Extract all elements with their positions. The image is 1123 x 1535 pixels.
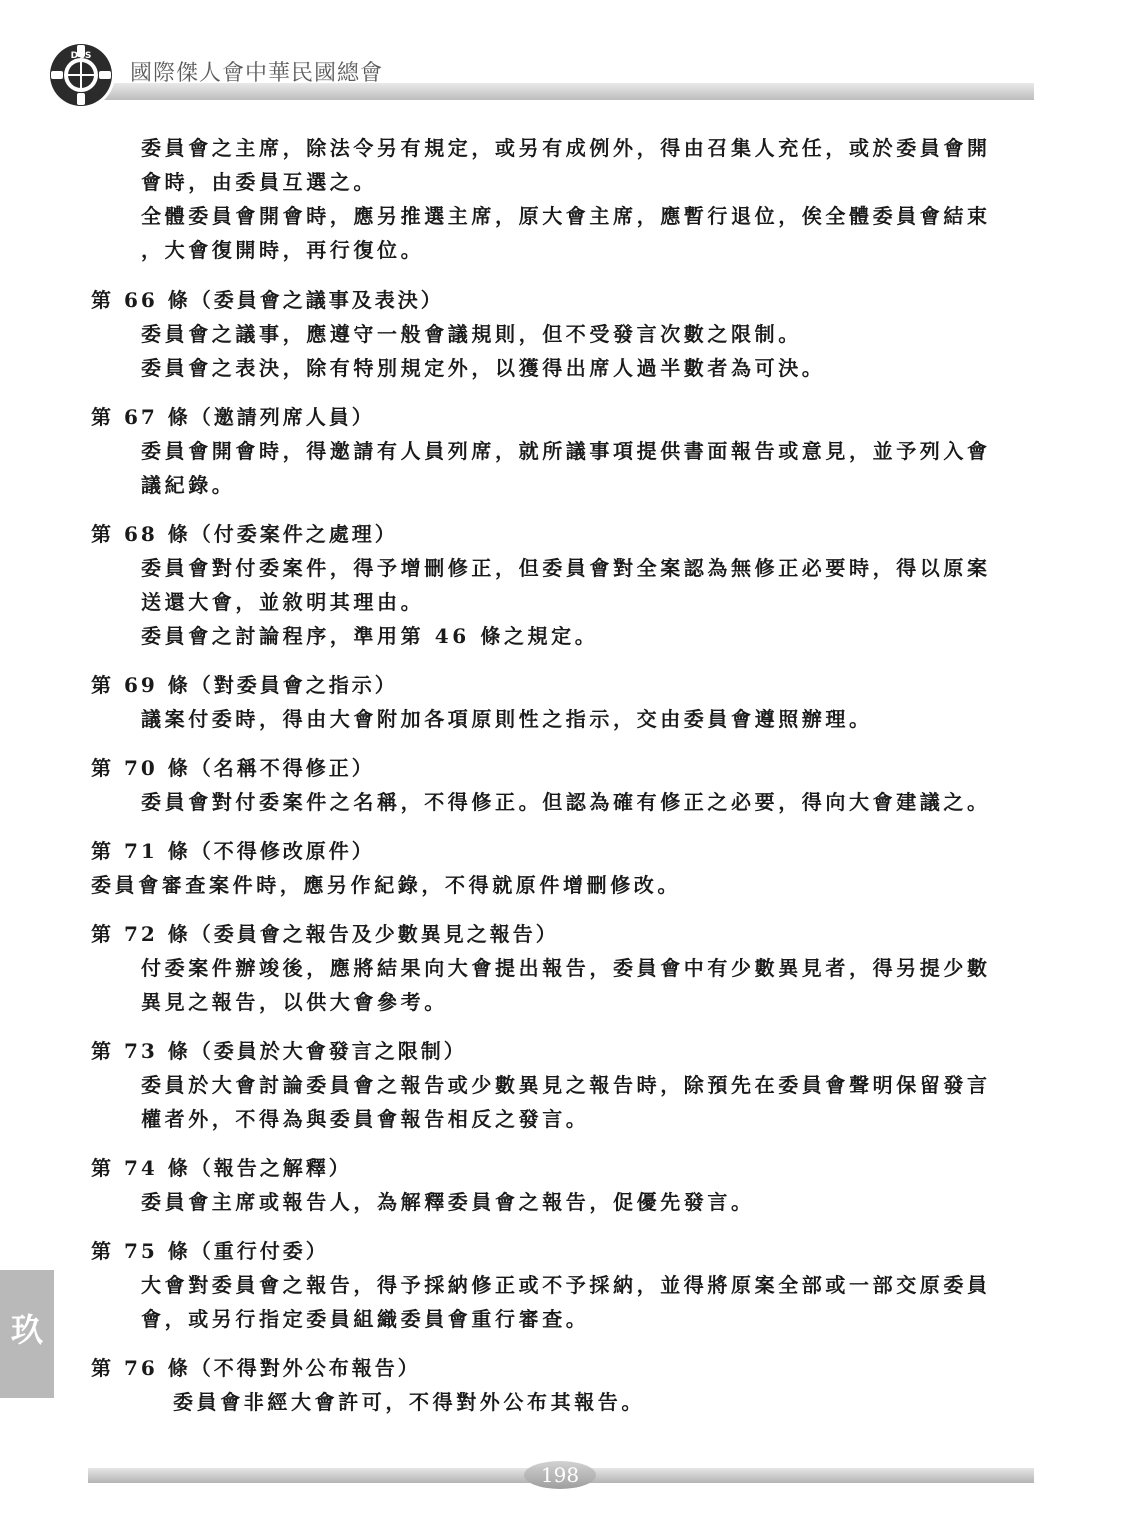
article-heading: 第 66 條（委員會之議事及表決） <box>91 288 444 312</box>
article-heading: 第 74 條（報告之解釋） <box>91 1156 352 1180</box>
paragraph-line: 付委案件辦竣後，應將結果向大會提出報告，委員會中有少數異見者，得另提少數 <box>141 956 991 980</box>
paragraph-line: 委員會主席或報告人，為解釋委員會之報告，促優先發言。 <box>141 1190 755 1214</box>
article-heading: 第 72 條（委員會之報告及少數異見之報告） <box>91 922 559 946</box>
page-header <box>0 0 1123 110</box>
paragraph-line: 委員會之議事，應遵守一般會議規則，但不受發言次數之限制。 <box>141 322 802 346</box>
paragraph-line: 委員會之主席，除法令另有規定，或另有成例外，得由召集人充任，或於委員會開 <box>141 136 991 160</box>
paragraph-line: 委員會審查案件時，應另作紀錄，不得就原件增刪修改。 <box>91 873 681 897</box>
paragraph-line: 委員會對付委案件，得予增刪修正，但委員會對全案認為無修正必要時，得以原案 <box>141 556 991 580</box>
paragraph-line: 委員會開會時，得邀請有人員列席，就所議事項提供書面報告或意見，並予列入會 <box>141 439 991 463</box>
paragraph-line: 委員於大會討論委員會之報告或少數異見之報告時，除預先在委員會聲明保留發言 <box>141 1073 991 1097</box>
article-heading: 第 75 條（重行付委） <box>91 1239 329 1263</box>
paragraph-line: 異見之報告，以供大會參考。 <box>141 990 448 1014</box>
paragraph-line: 委員會非經大會許可，不得對外公布其報告。 <box>173 1390 645 1414</box>
paragraph-line: 委員會之討論程序，準用第 46 條之規定。 <box>141 624 599 648</box>
paragraph-line: 大會對委員會之報告，得予採納修正或不予採納，並得將原案全部或一部交原委員 <box>141 1273 991 1297</box>
paragraph-line: 委員會對付委案件之名稱，不得修正。但認為確有修正之必要，得向大會建議之。 <box>141 790 991 814</box>
article-heading: 第 71 條（不得修改原件） <box>91 839 375 863</box>
logo-text: DCS <box>70 51 92 61</box>
chapter-tab <box>0 1270 54 1398</box>
paragraph-line: 權者外，不得為與委員會報告相反之發言。 <box>141 1107 590 1131</box>
article-heading: 第 73 條（委員於大會發言之限制） <box>91 1039 467 1063</box>
article-heading: 第 67 條（邀請列席人員） <box>91 405 375 429</box>
chapter-tab-label: 玖 <box>10 1311 43 1349</box>
article-heading: 第 69 條（對委員會之指示） <box>91 673 398 697</box>
article-heading: 第 68 條（付委案件之處理） <box>91 522 398 546</box>
organization-logo <box>46 40 116 110</box>
paragraph-line: 會，或另行指定委員組織委員會重行審查。 <box>141 1307 590 1331</box>
paragraph-line: 委員會之表決，除有特別規定外，以獲得出席人過半數者為可決。 <box>141 356 826 380</box>
article-heading: 第 76 條（不得對外公布報告） <box>91 1356 421 1380</box>
organization-name: 國際傑人會中華民國總會 <box>130 61 384 86</box>
paragraph-line: 全體委員會開會時，應另推選主席，原大會主席，應暫行退位，俟全體委員會結束 <box>141 204 991 228</box>
paragraph-line: ，大會復開時，再行復位。 <box>141 238 425 262</box>
paragraph-line: 議案付委時，得由大會附加各項原則性之指示，交由委員會遵照辦理。 <box>141 707 873 731</box>
paragraph-line: 會時，由委員互選之。 <box>141 170 377 194</box>
paragraph-line: 送還大會，並敘明其理由。 <box>141 590 425 614</box>
paragraph-line: 議紀錄。 <box>141 473 236 497</box>
article-heading: 第 70 條（名稱不得修正） <box>91 756 375 780</box>
page-number: 198 <box>540 1463 580 1487</box>
